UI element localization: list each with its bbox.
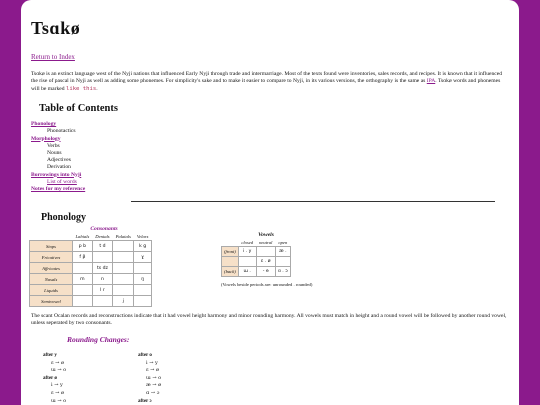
table-cell xyxy=(113,241,134,252)
ipa-link[interactable]: IPA xyxy=(426,78,436,85)
intro-text-2: . Tsɑkø words and phonemes will be marked xyxy=(31,78,501,92)
table-cell xyxy=(73,296,93,307)
toc-item xyxy=(31,150,509,157)
toc-item-label[interactable]: Borrowings into Nyji xyxy=(31,171,82,178)
harmony-paragraph: The scant Ocalan records and reconstructions indicate that it had vowel height harmony and minor rounding harmony. All vowels must match in height and a round vowel will be followed by another round vowel, unless seperated by two consonants. xyxy=(31,313,507,327)
intro-paragraph xyxy=(31,71,509,93)
intro-end: . xyxy=(96,85,98,92)
table-cell: j xyxy=(113,296,134,307)
toc-item-label: Nouns xyxy=(47,150,62,157)
table-row xyxy=(30,263,152,274)
toc-item[interactable] xyxy=(31,121,509,128)
rounding-caption: Rounding Changes: xyxy=(67,335,130,344)
rounding-rule: ɛ → ø xyxy=(51,359,64,366)
consonants-caption: Consonants xyxy=(90,226,118,232)
page-title: Tsɑkø xyxy=(31,18,81,38)
intro-text: Tsɑkø is an extinct language west of the Nyji nations that influenced Early Nyji through trade and intermarriage. Most of the texts found were inventories, sales records, and recipes. It is known that it influenced the rise of pascal in Nyji as well as adding some phonemes. For simplicity's sake and to make it easier to compare to Nyji, in its various versions, the orthography is the same as xyxy=(31,71,503,85)
row-header: Liquids xyxy=(30,285,73,296)
toc-item-label: Verbs xyxy=(47,142,60,149)
toc-item xyxy=(31,164,509,171)
table-cell: - ɵ xyxy=(256,267,275,277)
toc-item-label: Adjectives xyxy=(47,157,71,164)
divider xyxy=(131,201,495,202)
column-header: closed xyxy=(241,240,254,245)
marked-example: like this xyxy=(65,85,97,92)
column-header: Palatals xyxy=(113,233,134,241)
table-cell: ɑ . ɔ xyxy=(275,267,290,277)
table-cell xyxy=(113,285,134,296)
column-header: Velars xyxy=(134,233,151,241)
table-cell: ɯ . xyxy=(238,267,256,277)
vowels-table xyxy=(221,239,291,277)
toc-item[interactable] xyxy=(31,136,509,143)
table-cell: t d xyxy=(92,241,112,252)
table-row xyxy=(222,257,291,267)
rounding-group-head: after o xyxy=(138,353,152,358)
table-row xyxy=(30,296,152,307)
table-cell xyxy=(92,296,112,307)
table-cell xyxy=(134,263,151,274)
toc-item-label[interactable]: Morphology xyxy=(31,135,61,142)
table-cell: k g xyxy=(134,241,151,252)
row-header: Nasals xyxy=(30,274,73,285)
consonants-table xyxy=(29,233,152,307)
page-content xyxy=(21,0,519,405)
table-row xyxy=(30,285,152,296)
rounding-rule: ɛ → ø xyxy=(146,367,159,374)
rounding-column-1 xyxy=(43,352,66,405)
table-cell xyxy=(92,252,112,263)
rounding-group-head: after y xyxy=(43,353,57,358)
return-to-index-link[interactable]: Return to Index xyxy=(31,53,75,61)
rounding-rule: ɯ → o xyxy=(51,367,67,374)
row-header: (back) xyxy=(222,267,239,277)
table-cell xyxy=(113,252,134,263)
rounding-group-head: after ɔ xyxy=(138,398,152,404)
toc-item-label[interactable]: List of words xyxy=(47,178,77,185)
table-cell xyxy=(73,263,93,274)
toc-item-label[interactable]: Notes for my reference xyxy=(31,186,86,193)
table-cell xyxy=(113,274,134,285)
table-cell xyxy=(238,257,256,267)
vowels-caption: Vowels xyxy=(258,232,274,238)
toc-item-label: Phonotactics xyxy=(47,128,76,135)
table-cell xyxy=(256,247,275,257)
table-cell: ŋ xyxy=(134,274,151,285)
row-header xyxy=(222,257,239,267)
table-row xyxy=(30,274,152,285)
rounding-group-head: after ø xyxy=(43,375,57,381)
row-header: (front) xyxy=(222,247,239,257)
table-cell: ɣ xyxy=(134,252,151,263)
toc-item[interactable] xyxy=(31,179,509,186)
table-cell: l r xyxy=(92,285,112,296)
table-row xyxy=(222,247,291,257)
row-header: Semivowel xyxy=(30,296,73,307)
toc-item xyxy=(31,128,509,135)
toc-item xyxy=(31,157,509,164)
toc-item-label: Derivation xyxy=(47,164,71,171)
row-header: Fricatives xyxy=(30,252,73,263)
column-header: Labials xyxy=(73,233,93,241)
table-cell: ts dz xyxy=(92,263,112,274)
phonology-heading: Phonology xyxy=(41,212,87,224)
rounding-rule: æ → ø xyxy=(146,382,162,389)
corner-cell xyxy=(30,233,73,241)
column-header: Dentals xyxy=(92,233,112,241)
table-cell: f β xyxy=(73,252,93,263)
table-cell xyxy=(73,285,93,296)
vowels-table-wrap xyxy=(221,232,311,287)
row-header: Affricates xyxy=(30,263,73,274)
table-row xyxy=(30,252,152,263)
rounding-rule: i → y xyxy=(146,359,158,366)
table-cell xyxy=(113,263,134,274)
toc-item[interactable] xyxy=(31,172,509,179)
rounding-rule: ɯ → o xyxy=(146,374,162,381)
column-header: neutral xyxy=(259,240,273,245)
rounding-column-2 xyxy=(138,352,161,405)
table-cell: n xyxy=(92,274,112,285)
rounding-rule: ɑ → ɔ xyxy=(146,389,160,396)
toc-item[interactable] xyxy=(31,186,509,193)
rounding-rule: i → y xyxy=(51,382,63,389)
table-cell: p b xyxy=(73,241,93,252)
table-of-contents xyxy=(31,121,509,193)
table-row xyxy=(30,241,152,252)
table-cell xyxy=(134,285,151,296)
toc-heading: Table of Contents xyxy=(39,103,118,115)
rounding-rule: ɯ → o xyxy=(51,397,67,404)
consonants-table-wrap xyxy=(29,226,179,307)
table-cell: æ . xyxy=(275,247,290,257)
table-cell xyxy=(275,257,290,267)
toc-item-label[interactable]: Phonology xyxy=(31,121,57,128)
table-cell xyxy=(134,296,151,307)
table-row xyxy=(222,267,291,277)
vowels-note: (Vowels beside periods are: unrounded . rounded) xyxy=(221,282,313,287)
corner-cell xyxy=(222,239,239,247)
table-cell: ɛ . ø xyxy=(256,257,275,267)
toc-item xyxy=(31,143,509,150)
column-header: open xyxy=(278,240,288,245)
table-cell: i . y xyxy=(238,247,256,257)
row-header: Stops xyxy=(30,241,73,252)
rounding-rule: ɛ → ø xyxy=(51,389,64,396)
table-cell: m xyxy=(73,274,93,285)
